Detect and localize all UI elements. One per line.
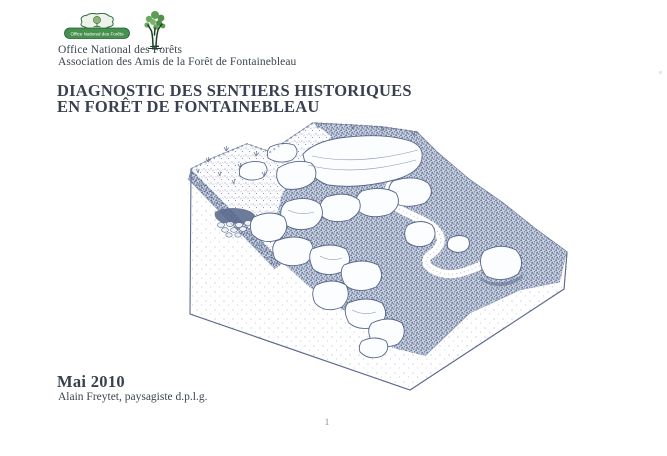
scan-speck <box>659 71 662 74</box>
boulder-lone-right <box>480 246 521 279</box>
organization-names <box>58 45 296 69</box>
rock-chaos-illustration <box>168 118 572 408</box>
onf-logo <box>64 13 130 39</box>
title-line-2: EN FORÊT DE FONTAINEBLEAU <box>57 96 320 116</box>
onf-tree-canopy <box>93 16 100 23</box>
org-line-association: Association des Amis de la Forêt de Fontainebleau <box>58 55 297 68</box>
title-line-1: DIAGNOSTIC DES SENTIERS HISTORIQUES <box>57 81 412 100</box>
page-number: 1 <box>324 418 330 428</box>
page-title <box>57 83 412 114</box>
onf-band-text: Office National des Forêts <box>70 31 124 37</box>
tree-foliage <box>144 11 165 30</box>
org-line-onf: Office National des Forêts <box>58 44 183 56</box>
author-line: Alain Freytet, paysagiste d.p.l.g. <box>58 391 208 403</box>
publication-date: Mai 2010 <box>57 372 125 391</box>
